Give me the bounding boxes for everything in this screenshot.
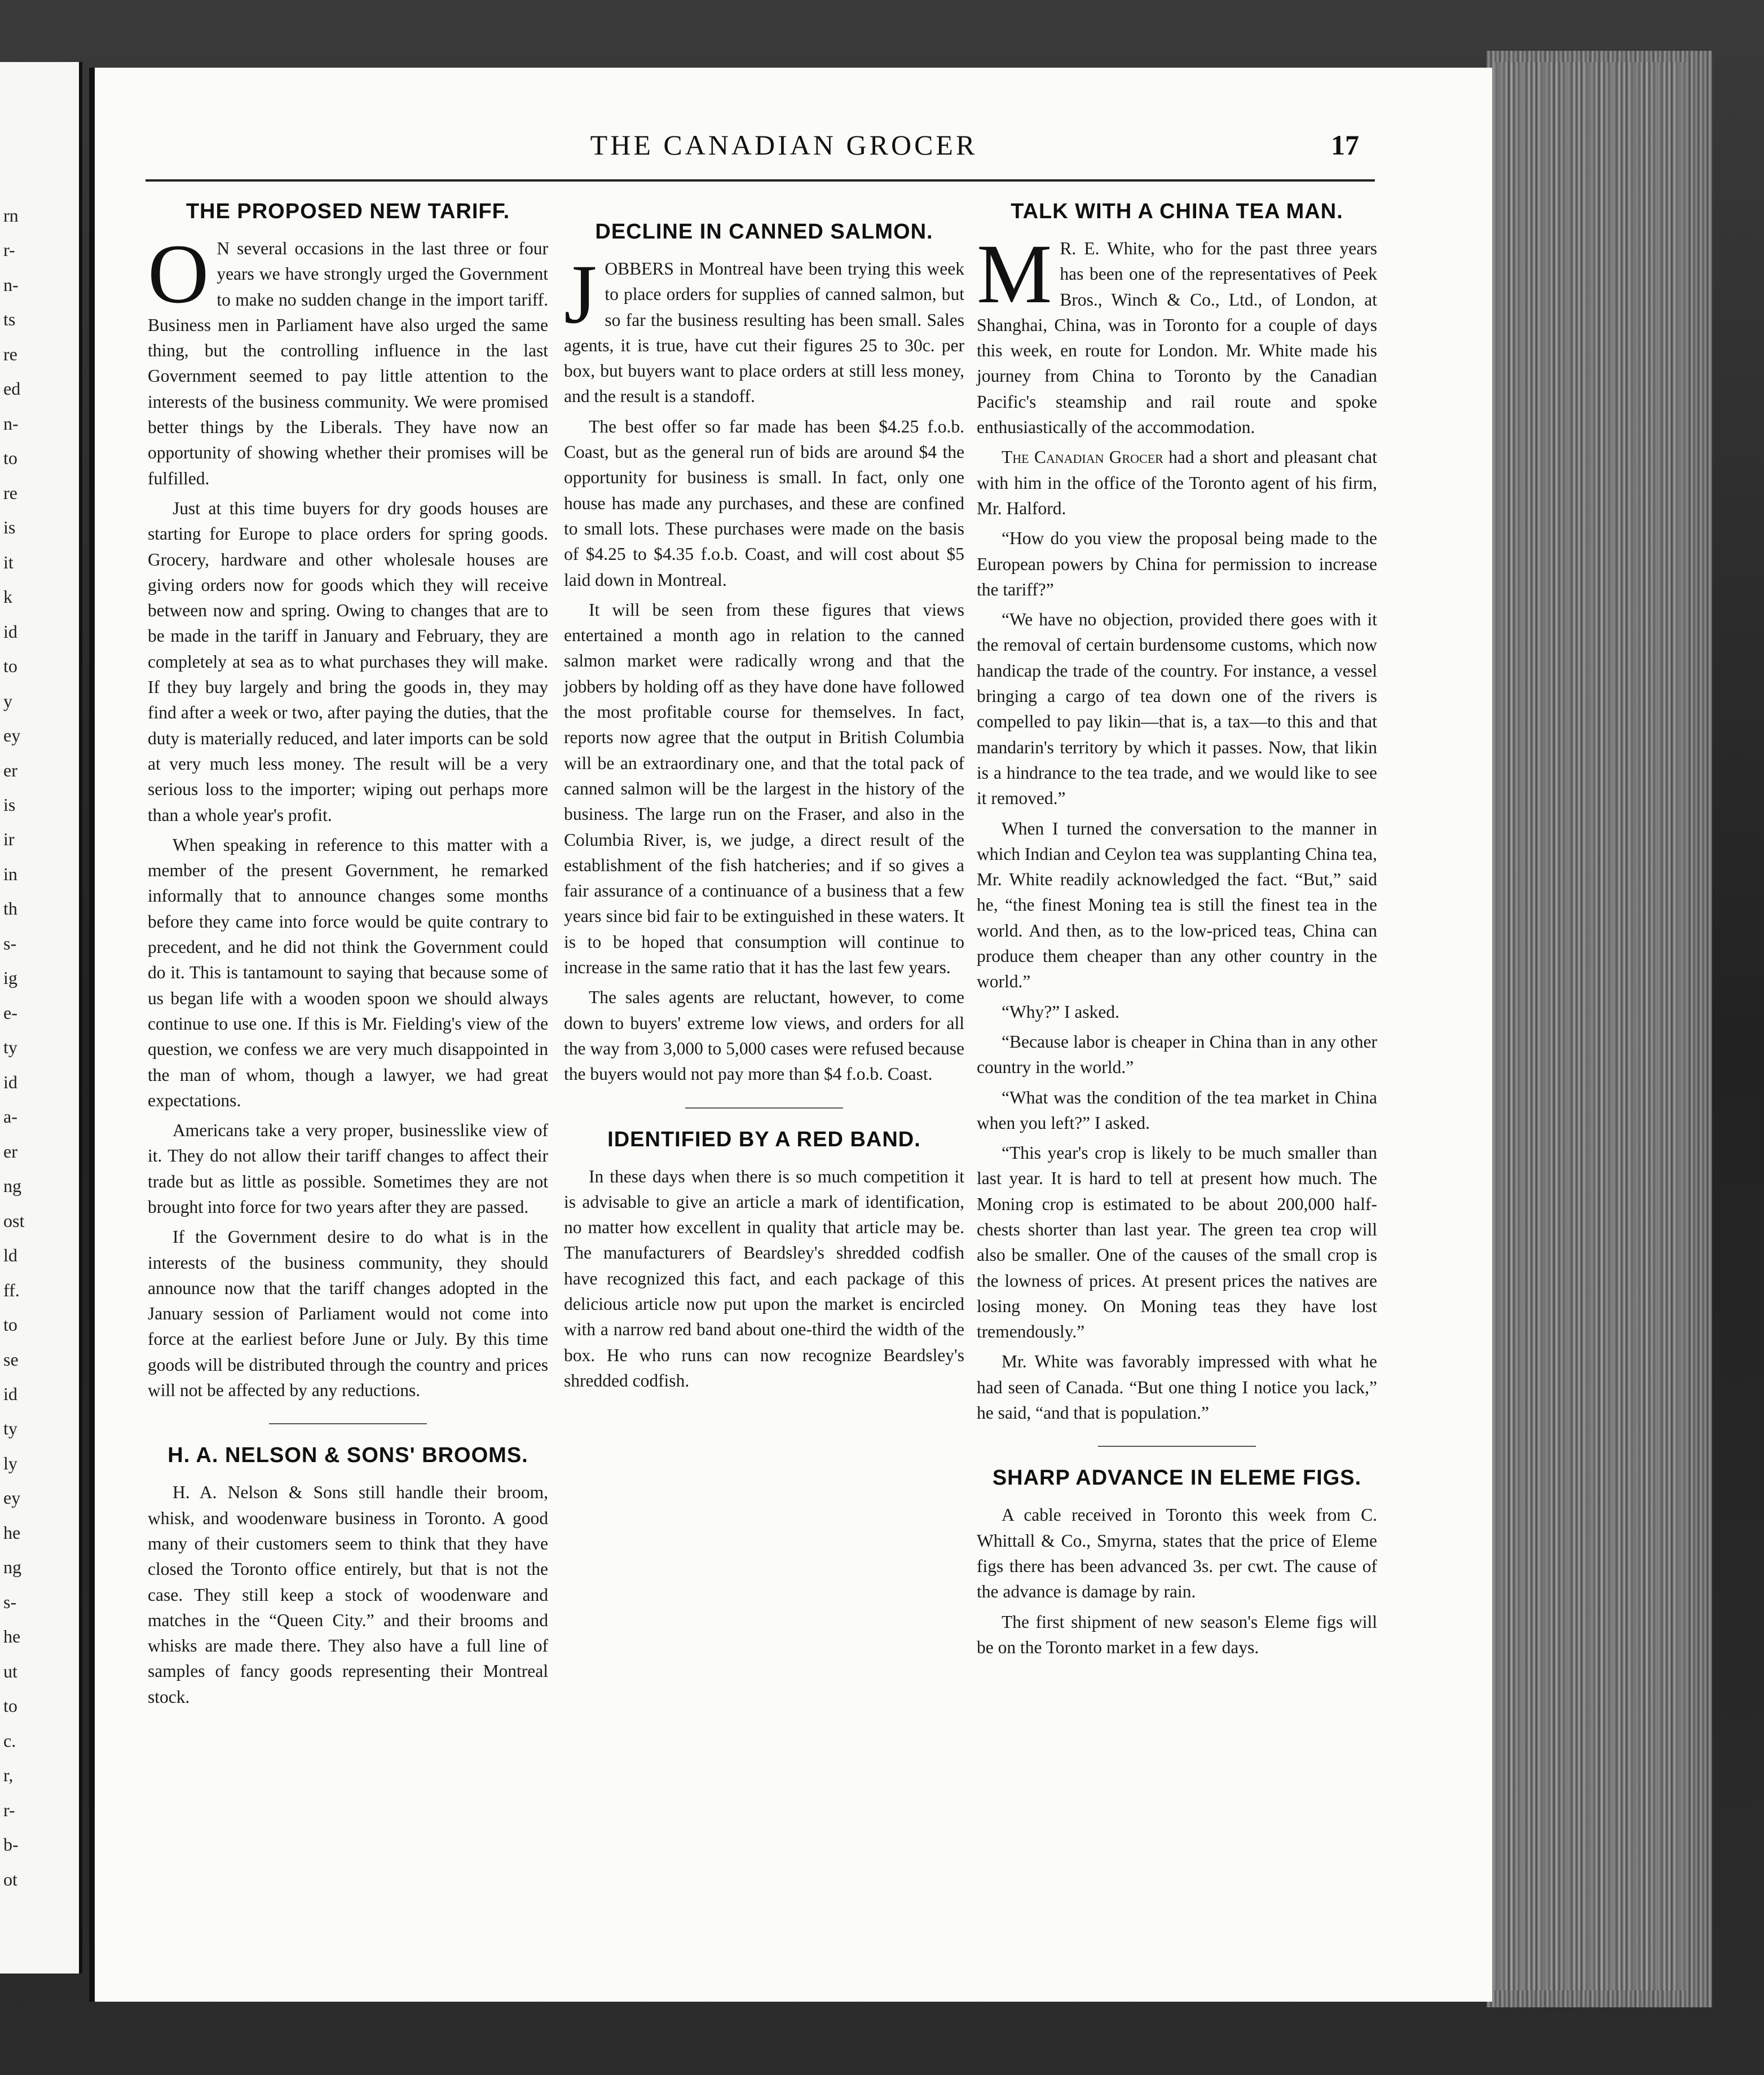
article-paragraph: The best offer so far made has been $4.25 f.o.b. Coast, but as the general run of bids are around $4 the opportunity for business is small. In fact, only one house has made any purchases, and these are confined to small lots. These purchases were made on the basis of $4.25 to $4.35 f.o.b. Coast, and will cost about $5 laid down in Montreal. (564, 416, 964, 590)
header-rule (145, 179, 1375, 182)
facing-page-fragment: r- (3, 240, 15, 261)
facing-page-fragment: ng (3, 1557, 21, 1578)
article-paragraph: “Why?” I asked. (1002, 1001, 1120, 1022)
article-paragraph: “We have no objection, provided there goes with it the removal of certain burdensome customs, which now handicap the trade of the country. For instance, a vessel bringing a cargo of tea down one of the rivers is compelled to pay likin—that is, a tax—to this and that mandarin's territory by which it passes. Now, that likin is a hindrance to the tea trade, and we would like to see it removed.” (977, 610, 1377, 809)
article-paragraph: Mr. White was favorably impressed with what he had seen of Canada. “But one thing I notice you lack,” he said, “and that is population.” (977, 1352, 1377, 1423)
article-paragraph: A cable received in Toronto this week from C. Whittall & Co., Smyrna, states that the price of Eleme figs there has been advanced 3s. per cwt. The cause of the advance is damage by rain. (977, 1505, 1377, 1602)
facing-page-fragment: n- (3, 413, 19, 434)
book-page-edges-texture (1494, 62, 1686, 1990)
facing-page-fragment: re (3, 482, 17, 503)
facing-page-fragment: er (3, 1141, 17, 1162)
publication-name: The Canadian Grocer (1002, 447, 1163, 467)
article-title-tea: TALK WITH A CHINA TEA MAN. (1011, 200, 1343, 223)
facing-page-fragment: it (3, 551, 14, 572)
article-paragraph: H. A. Nelson & Sons still handle their broom, whisk, and woodenware business in Toronto. A good many of their customers seem to think that they have closed the Toronto office entirely, but that is not the case. They still keep a stock of woodenware and matches in the “Queen City.” and their brooms and whisks are made there. They also have a full line of samples of fancy goods representing their Montreal stock. (148, 1482, 548, 1707)
drop-cap: O (148, 227, 209, 321)
article-separator (269, 1423, 427, 1424)
facing-page-fragment: ir (3, 829, 15, 850)
article-title-figs: SHARP ADVANCE IN ELEME FIGS. (992, 1466, 1362, 1490)
drop-cap: J (564, 248, 597, 341)
article-paragraph: When speaking in reference to this matter with a member of the present Government, he remarked informally that to announce changes some months before they came into force would be quite contrary to precedent, and he did not think the Government could do it. This is tantamount to saying that because some of us began life with a wooden spoon we should always continue to use one. If this is Mr. Fielding's view of the question, we confess we are very much disappointed in the man of whom, though a lawyer, we had great expectations. (148, 835, 548, 1110)
facing-page-fragment: s- (3, 1591, 17, 1612)
facing-page-fragment: ey (3, 725, 21, 746)
article-paragraph: “Because labor is cheaper in China than in any other country in the world.” (977, 1031, 1377, 1078)
article-paragraph: The sales agents are reluctant, however, to come down to buyers' extreme low views, and orders for all the way from 3,000 to 5,000 cases were refused because the buyers would not pay more than $4 f.o.b. Coast. (564, 987, 964, 1084)
facing-page-fragment: ey (3, 1487, 21, 1508)
facing-page-fragment: se (3, 1349, 19, 1370)
article-separator (1098, 1446, 1256, 1447)
facing-page-fragment: ig (3, 968, 17, 988)
facing-page-fragment: y (3, 690, 12, 711)
facing-page-fragment: s- (3, 933, 17, 953)
article-paragraph: JOBBERS in Montreal have been trying this week to place orders for supplies of canned salmon, but so far the business resulting has been small. Sales agents, it is true, have cut their figures 25 to 30c. per box, but buyers want to place orders at still less money, and the result is a standoff. (564, 248, 964, 407)
facing-page-fragment: a- (3, 1106, 17, 1127)
facing-page-fragment: c. (3, 1730, 16, 1751)
article-title-salmon: DECLINE IN CANNED SALMON. (595, 220, 933, 244)
column-2 (564, 192, 964, 1398)
article-paragraph: When I turned the conversation to the manner in which Indian and Ceylon tea was supplanting China tea, Mr. White readily acknowledged the fact. “But,” said he, “the finest Moning tea is still the finest tea in the world. And then, as to the low-priced teas, China can produce them cheaper than any other country in the world.” (977, 818, 1377, 992)
facing-page-fragment: he (3, 1626, 21, 1647)
drop-cap: M (977, 227, 1052, 321)
facing-page-fragment: rn (3, 205, 19, 226)
facing-page-fragment: ng (3, 1176, 21, 1197)
facing-page-fragment: e- (3, 1002, 17, 1023)
facing-page-fragment: ly (3, 1452, 17, 1473)
facing-page-fragment: to (3, 1696, 17, 1716)
facing-page-fragment: he (3, 1522, 21, 1543)
facing-page-fragment: id (3, 621, 17, 642)
facing-page-fragment: ld (3, 1245, 17, 1266)
column-spacer (564, 192, 964, 212)
facing-page-fragment: id (3, 1384, 17, 1404)
facing-page-fragment: k (3, 586, 12, 607)
article-paragraph: O N several occasions in the last three or four years we have strongly urged the Government to make no sudden change in the import tariff. Business men in Parliament have also urged the same thing, but the controlling influence in the last Government seemed to pay little attention to the interests of the business community. We were promised better things by the Liberals. They have now an opportunity of showing whether their promises will be fulfilled. (148, 227, 548, 488)
facing-page-fragment: to (3, 448, 17, 469)
article-paragraph: “How do you view the proposal being made to the European powers by China for permission to increase the tariff?” (977, 528, 1377, 599)
article-separator (685, 1107, 843, 1109)
facing-page-fragment: is (3, 517, 16, 538)
facing-page-fragment: id (3, 1071, 17, 1092)
facing-page-fragment: th (3, 898, 17, 919)
facing-page-fragment: b- (3, 1834, 19, 1855)
facing-page-edge (0, 62, 82, 1974)
article-title-tariff: THE PROPOSED NEW TARIFF. (186, 200, 510, 223)
facing-page-fragment: ty (3, 1037, 17, 1058)
facing-page-fragment: ff. (3, 1279, 20, 1300)
facing-page-fragment: ot (3, 1869, 17, 1889)
facing-page-fragment: ut (3, 1661, 17, 1681)
column-3 (977, 192, 1377, 1665)
facing-page-fragment: r, (3, 1765, 14, 1786)
article-paragraph: Americans take a very proper, businesslike view of it. They do not allow their tariff changes to affect their trade but as little as possible. Sometimes they are not brought into force for two years after they are passed. (148, 1120, 548, 1217)
article-title-nelson: H. A. NELSON & SONS' BROOMS. (167, 1443, 528, 1468)
article-paragraph: “This year's crop is likely to be much smaller than last year. It is hard to tell at present how much. The Moning crop is estimated to be about 200,000 half-chests shorter than last year. The green tea crop will also be smaller. One of the causes of the small crop is the lowness of prices. At present prices the natives are losing money. On Moning teas they have lost tremendously.” (977, 1143, 1377, 1342)
facing-page-fragment: ty (3, 1418, 17, 1439)
article-paragraph: “What was the condition of the tea market in China when you left?” I asked. (977, 1087, 1377, 1133)
facing-page-fragment: to (3, 656, 17, 677)
facing-page-fragment: n- (3, 274, 19, 295)
facing-page-fragment: er (3, 760, 17, 780)
article-paragraph: The first shipment of new season's Eleme figs will be on the Toronto market in a few days. (977, 1612, 1377, 1657)
running-head: THE CANADIAN GROCER (590, 129, 978, 161)
article-paragraph: Just at this time buyers for dry goods houses are starting for Europe to place orders for spring goods. Grocery, hardware and other wholesale houses are giving orders now for goods which they will receive between now and spring. Owing to changes that are to be made in the tariff in January and February, they are completely at sea as to what purchases they will make. If they buy largely and bring the goods in, they may find after a week or two, after paying the duties, that the duty is materially reduced, and later imports can be sold at very much less money. The result will be a very serious loss to the importer; wiping out perhaps more than a whole year's profit. (148, 498, 548, 825)
facing-page-fragment: to (3, 1314, 17, 1335)
facing-page-fragment: re (3, 343, 17, 364)
article-paragraph: M R. E. White, who for the past three years has been one of the representatives of Peek Bros., Winch & Co., Ltd., of London, at Shanghai, China, was in Toronto for a couple of days this week, en route for London. Mr. White made his journey from China to Toronto by the Canadian Pacific's steamship and rail route and spoke enthusiastically of the accommodation. (977, 227, 1377, 438)
article-paragraph: It will be seen from these figures that views entertained a month ago in relation to the canned salmon market were radically wrong and that the jobbers by holding off as they have done have followed the most profitable course for themselves. In fact, reports now agree that the output in British Columbia will be an extraordinary one, and that the total pack of canned salmon will be the largest in the history of the business. The large run on the Fraser, and also in the Columbia River, is, we judge, a direct result of the establishment of the fish hatcheries; and if so gives a fair assurance of a continuance of a business that a few years since bid fair to be extinguished in these waters. It is to be hoped that consumption will continue to increase in the same ratio that it has the last few years. (564, 599, 964, 978)
facing-page-fragment: ost (3, 1210, 25, 1231)
article-title-redband: IDENTIFIED BY A RED BAND. (607, 1127, 921, 1151)
article-paragraph: In these days when there is so much competition it is advisable to give an article a mark of identification, no matter how excellent in quality that article may be. The manufacturers of Beardsley's shredded codfish have recognized this fact, and each package of this delicious article now put upon the market is encircled with a narrow red band about one-third the width of the box. He who runs can now recognize Beardsley's shredded codfish. (564, 1166, 964, 1390)
page-number: 17 (1331, 129, 1359, 161)
column-1 (148, 192, 548, 1714)
facing-page-fragment: r- (3, 1799, 15, 1820)
facing-page-fragment: ts (3, 309, 16, 330)
article-paragraph: The Canadian Grocer had a short and pleasant chat with him in the office of the Toronto agent of his firm, Mr. Halford. (977, 447, 1377, 518)
facing-page-fragment: is (3, 794, 16, 815)
article-paragraph: If the Government desire to do what is in the interests of the business community, they should announce now that the tariff changes adopted in the January session of Parliament would not come into force at the earliest before June or July. By this time goods will be distributed through the country and prices will not be affected by any reductions. (148, 1227, 548, 1401)
facing-page-fragment: ed (3, 378, 21, 399)
facing-page-fragment: in (3, 863, 17, 884)
